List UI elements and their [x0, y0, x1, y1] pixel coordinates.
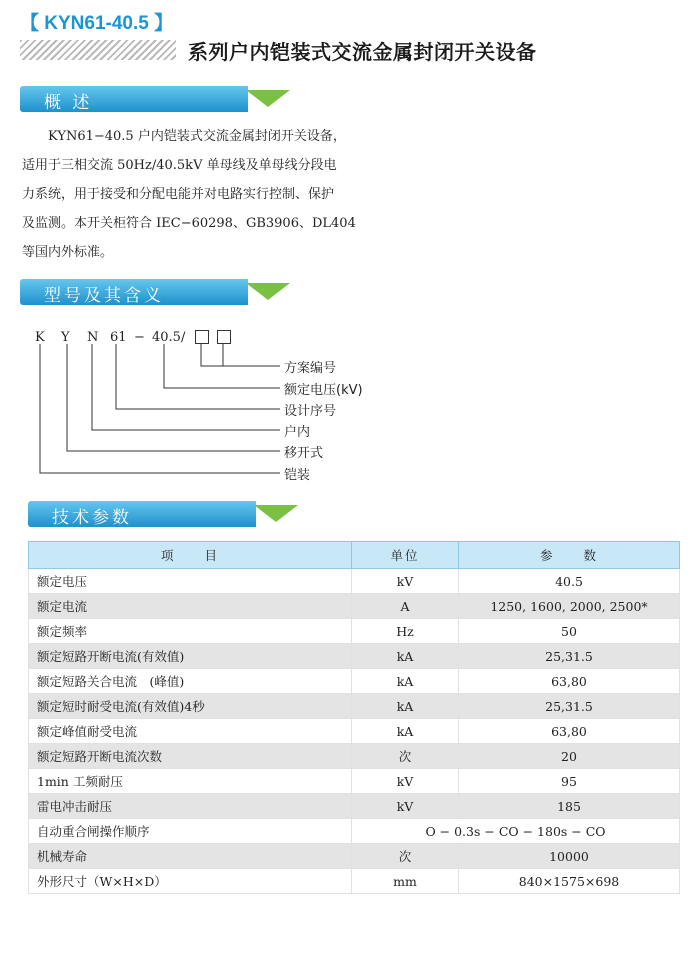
triangle-icon [254, 505, 298, 522]
row-unit: kA [352, 669, 459, 694]
table-row [29, 594, 680, 619]
row-unit: kV [352, 569, 459, 594]
table-row [29, 844, 680, 869]
row-name: 额定峰值耐受电流 [29, 719, 352, 744]
col-header-item: 项 目 [29, 542, 352, 569]
row-value: 185 [459, 794, 680, 819]
row-value: 50 [459, 619, 680, 644]
row-name: 雷电冲击耐压 [29, 794, 352, 819]
table-header-row [29, 542, 680, 569]
row-name: 额定短路关合电流 (峰值) [29, 669, 352, 694]
row-name: 额定电压 [29, 569, 352, 594]
row-value: 840×1575×698 [459, 869, 680, 894]
legend-voltage: 额定电压(kV) [284, 383, 363, 398]
row-name: 额定短时耐受电流(有效值)4秒 [29, 694, 352, 719]
section-title: 型号及其含义 [44, 286, 164, 306]
row-name: 机械寿命 [29, 844, 352, 869]
code-char-61: 61 [110, 330, 127, 345]
code-char-dash: − [134, 330, 145, 345]
row-name: 1min 工频耐压 [29, 769, 352, 794]
table-row [29, 869, 680, 894]
row-name: 外形尺寸（W×H×D） [29, 869, 352, 894]
code-char-n: N [87, 330, 99, 345]
legend-scheme: 方案编号 [284, 361, 337, 376]
table-row [29, 669, 680, 694]
code-char-k: K [35, 330, 45, 345]
section-title: 概 述 [44, 93, 93, 113]
row-unit: kA [352, 719, 459, 744]
table-row [29, 619, 680, 644]
intro-line: 等国内外标准。 [22, 245, 114, 260]
row-value: 20 [459, 744, 680, 769]
row-value: 95 [459, 769, 680, 794]
table-row [29, 794, 680, 819]
row-unit: kA [352, 644, 459, 669]
code-char-y: Y [61, 330, 70, 345]
row-name: 额定频率 [29, 619, 352, 644]
legend-withdrawable: 移开式 [284, 446, 324, 461]
row-unit: 次 [352, 744, 459, 769]
params-table [28, 541, 680, 894]
page-title: 系列户内铠装式交流金属封闭开关设备 [188, 40, 537, 64]
intro-line: 力系统，用于接受和分配电能并对电路实行控制、保护 [22, 187, 335, 202]
table-row [29, 769, 680, 794]
row-value: 25,31.5 [459, 644, 680, 669]
model-tag: 【 KYN61-40.5 】 [20, 13, 174, 34]
row-unit: 次 [352, 844, 459, 869]
row-unit: kV [352, 769, 459, 794]
row-unit: kA [352, 694, 459, 719]
intro-line: 适用于三相交流 50Hz/40.5kV 单母线及单母线分段电 [22, 158, 337, 173]
col-header-unit: 单位 [352, 542, 459, 569]
row-name: 额定短路开断电流次数 [29, 744, 352, 769]
code-char-voltage: 40.5/ [152, 330, 186, 345]
legend-armored: 铠装 [284, 468, 311, 483]
row-unit: A [352, 594, 459, 619]
row-value: 10000 [459, 844, 680, 869]
row-name: 额定短路开断电流(有效值) [29, 644, 352, 669]
table-row [29, 694, 680, 719]
row-value: 1250, 1600, 2000, 2500* [459, 594, 680, 619]
section-title: 技术参数 [52, 508, 132, 528]
row-value: 63,80 [459, 719, 680, 744]
row-unit: Hz [352, 619, 459, 644]
row-name: 自动重合闸操作顺序 [29, 819, 352, 844]
table-row [29, 744, 680, 769]
table-row [29, 644, 680, 669]
table-row [29, 719, 680, 744]
row-unit: kV [352, 794, 459, 819]
row-value: 40.5 [459, 569, 680, 594]
row-value: 63,80 [459, 669, 680, 694]
col-header-value: 参 数 [459, 542, 680, 569]
row-unit: mm [352, 869, 459, 894]
row-value: O − 0.3s − CO − 180s − CO [352, 819, 680, 844]
table-row [29, 819, 680, 844]
row-name: 额定电流 [29, 594, 352, 619]
intro-line: 及监测。本开关柜符合 IEC−60298、GB3906、DL404 [22, 216, 356, 231]
section-header-params [28, 501, 284, 527]
legend-design: 设计序号 [284, 404, 337, 419]
legend-indoor: 户内 [284, 425, 311, 440]
table-row [29, 569, 680, 594]
intro-line: KYN61−40.5 户内铠装式交流金属封闭开关设备， [48, 129, 346, 144]
row-value: 25,31.5 [459, 694, 680, 719]
